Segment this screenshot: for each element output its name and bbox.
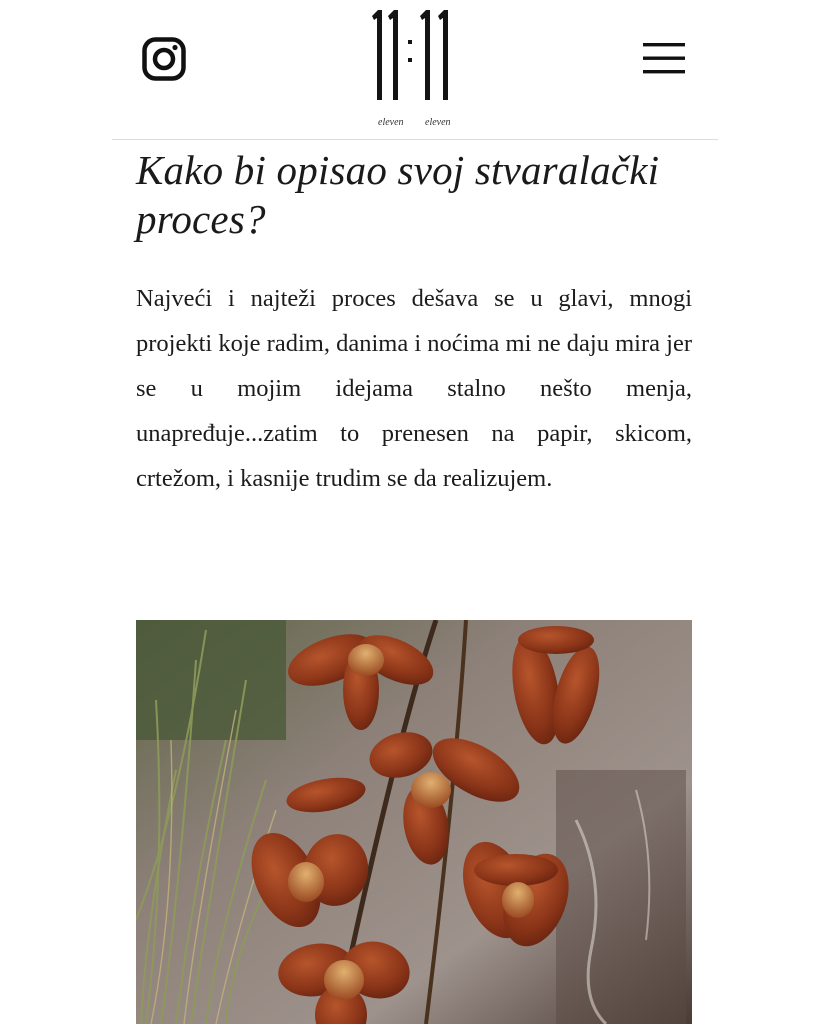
article-body: Najveći i najteži proces dešava se u glavi, mnogi projekti koje radim, danima i noćima mi ne daju mira jer se u mojim idejama stalno nešto menja, unapređuje...zatim to prenesen na papir, skicom, crtežom, i kasnije trudim se da realizujem.: [136, 285, 692, 492]
logo-mark: [368, 6, 462, 106]
instagram-icon[interactable]: [142, 37, 186, 81]
hamburger-menu-icon[interactable]: [642, 40, 686, 76]
site-header: [0, 0, 828, 140]
logo-word-left: eleven: [378, 117, 404, 128]
header-divider: [112, 139, 718, 140]
site-logo[interactable]: [368, 6, 462, 130]
orchid-photo: [136, 620, 692, 1024]
article-title: Kako bi opisao svoj stvaralački proces?: [136, 147, 660, 242]
logo-word-right: eleven: [425, 117, 451, 128]
